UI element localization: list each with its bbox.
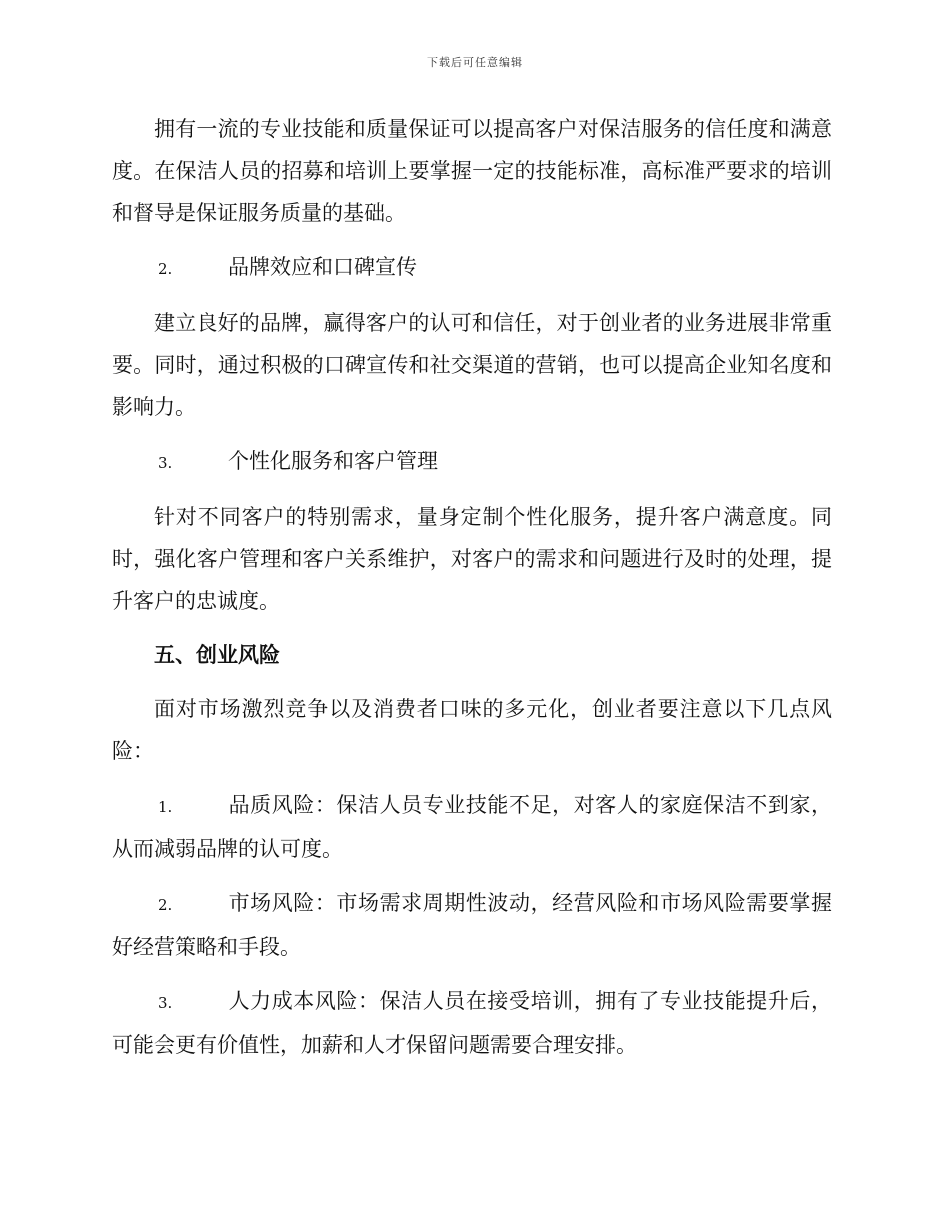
section-title-risk: 五、创业风险 [154, 642, 280, 667]
list-number: 3. [158, 454, 173, 472]
list-item-text: 市场风险：市场需求周期性波动，经营风险和市场风险需要掌握好经营策略和手段。 [112, 891, 832, 959]
paragraph-personalized: 针对不同客户的特别需求，量身定制个性化服务，提升客户满意度。同时，强化客户管理和客户关系维护，对客户的需求和问题进行及时的处理，提升客户的忠诚度。 [112, 505, 832, 613]
list-item-text: 品牌效应和口碑宣传 [228, 255, 417, 279]
list-item-risk-market [112, 882, 832, 968]
list-item-text: 个性化服务和客户管理 [228, 449, 438, 473]
list-number: 3. [158, 994, 173, 1012]
list-item-brand [112, 246, 832, 290]
list-number: 2. [158, 260, 173, 278]
list-item-personalized [112, 440, 832, 484]
list-item-text: 人力成本风险：保洁人员在接受培训，拥有了专业技能提升后，可能会更有价值性，加薪和人才保留问题需要合理安排。 [112, 989, 832, 1057]
list-item-risk-quality [112, 784, 832, 870]
list-number: 2. [158, 896, 173, 914]
header-note: 下载后可任意编辑 [427, 56, 523, 69]
list-item-risk-labor [112, 980, 832, 1066]
list-item-text: 品质风险：保洁人员专业技能不足，对客人的家庭保洁不到家，从而减弱品牌的认可度。 [112, 793, 832, 861]
list-number: 1. [158, 798, 173, 816]
paragraph-quality: 拥有一流的专业技能和质量保证可以提高客户对保洁服务的信任度和满意度。在保洁人员的招募和培训上要掌握一定的技能标准，高标准严要求的培训和督导是保证服务质量的基础。 [112, 117, 832, 225]
paragraph-risk-intro: 面对市场激烈竞争以及消费者口味的多元化，创业者要注意以下几点风险： [112, 697, 832, 763]
paragraph-brand: 建立良好的品牌，赢得客户的认可和信任，对于创业者的业务进展非常重要。同时，通过积极的口碑宣传和社交渠道的营销，也可以提高企业知名度和影响力。 [112, 311, 832, 419]
document-body [112, 108, 832, 1078]
